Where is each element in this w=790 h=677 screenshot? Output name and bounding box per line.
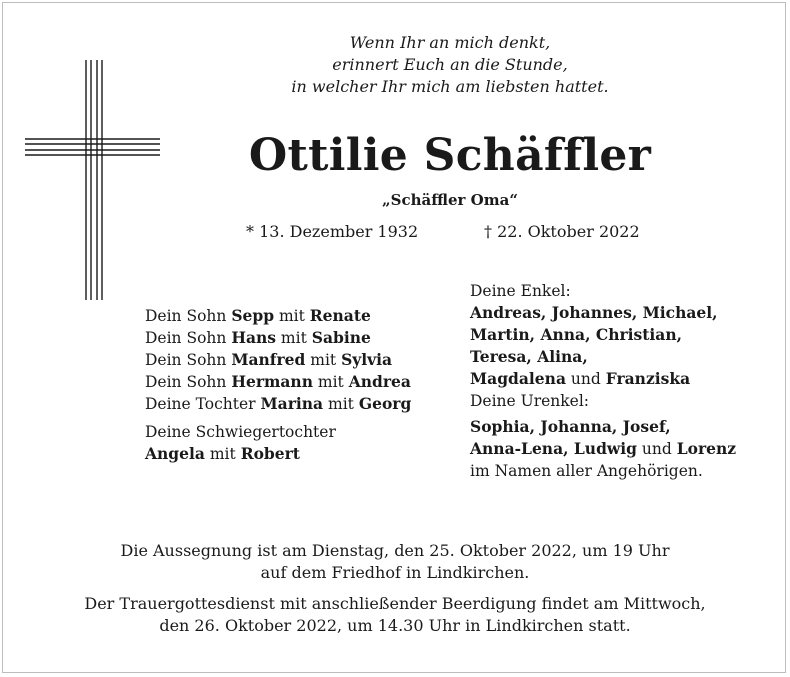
- birth-date: * 13. Dezember 1932: [246, 222, 419, 241]
- mourner-line: Dein Sohn Hans mit Sabine: [145, 328, 371, 347]
- poem-line: in welcher Ihr mich am liebsten hattet.: [291, 77, 609, 96]
- daughter-in-law-label: Deine Schwiegertochter: [145, 423, 336, 441]
- closing-line: im Namen aller Angehörigen.: [470, 462, 703, 480]
- poem-line: Wenn Ihr an mich denkt,: [349, 33, 551, 52]
- daughter-in-law-names: Angela mit Robert: [145, 444, 300, 463]
- great-grandchildren-line: Sophia, Johanna, Josef,: [470, 417, 671, 436]
- grandchildren-line: Martin, Anna, Christian,: [470, 325, 683, 344]
- blessing-line: Die Aussegnung ist am Dienstag, den 25. Oktober 2022, um 19 Uhr: [120, 541, 670, 560]
- blessing-info: [10, 540, 780, 584]
- deceased-name: Ottilie Schäffler: [248, 130, 652, 181]
- grandchildren-line: Teresa, Alina,: [470, 347, 588, 366]
- nickname: „Schäffler Oma“: [382, 191, 518, 209]
- grandchildren-line: Magdalena und Franziska: [470, 369, 691, 388]
- great-grandchildren-line: Anna-Lena, Ludwig und Lorenz: [470, 439, 737, 458]
- service-info: [10, 540, 780, 637]
- mourner-line: Dein Sohn Manfred mit Sylvia: [145, 350, 393, 369]
- death-date: † 22. Oktober 2022: [484, 222, 640, 241]
- poem-line: erinnert Euch an die Stunde,: [332, 55, 568, 74]
- cross-icon: [25, 60, 160, 300]
- grandchildren-label: Deine Enkel:: [470, 282, 571, 300]
- mourner-line: Dein Sohn Sepp mit Renate: [145, 306, 371, 325]
- grandchildren-line: Andreas, Johannes, Michael,: [470, 303, 718, 322]
- mourners-descendants: [470, 280, 736, 482]
- funeral-line: den 26. Oktober 2022, um 14.30 Uhr in Lindkirchen statt.: [159, 616, 631, 635]
- mourner-line: Dein Sohn Hermann mit Andrea: [145, 372, 411, 391]
- mourners-family: [145, 305, 411, 465]
- poem: [200, 32, 700, 98]
- mourner-line: Deine Tochter Marina mit Georg: [145, 394, 412, 413]
- funeral-line: Der Trauergottesdienst mit anschließender Beerdigung findet am Mittwoch,: [84, 594, 706, 613]
- blessing-line: auf dem Friedhof in Lindkirchen.: [260, 563, 530, 582]
- great-grandchildren-label: Deine Urenkel:: [470, 392, 590, 410]
- funeral-service-info: [10, 593, 780, 637]
